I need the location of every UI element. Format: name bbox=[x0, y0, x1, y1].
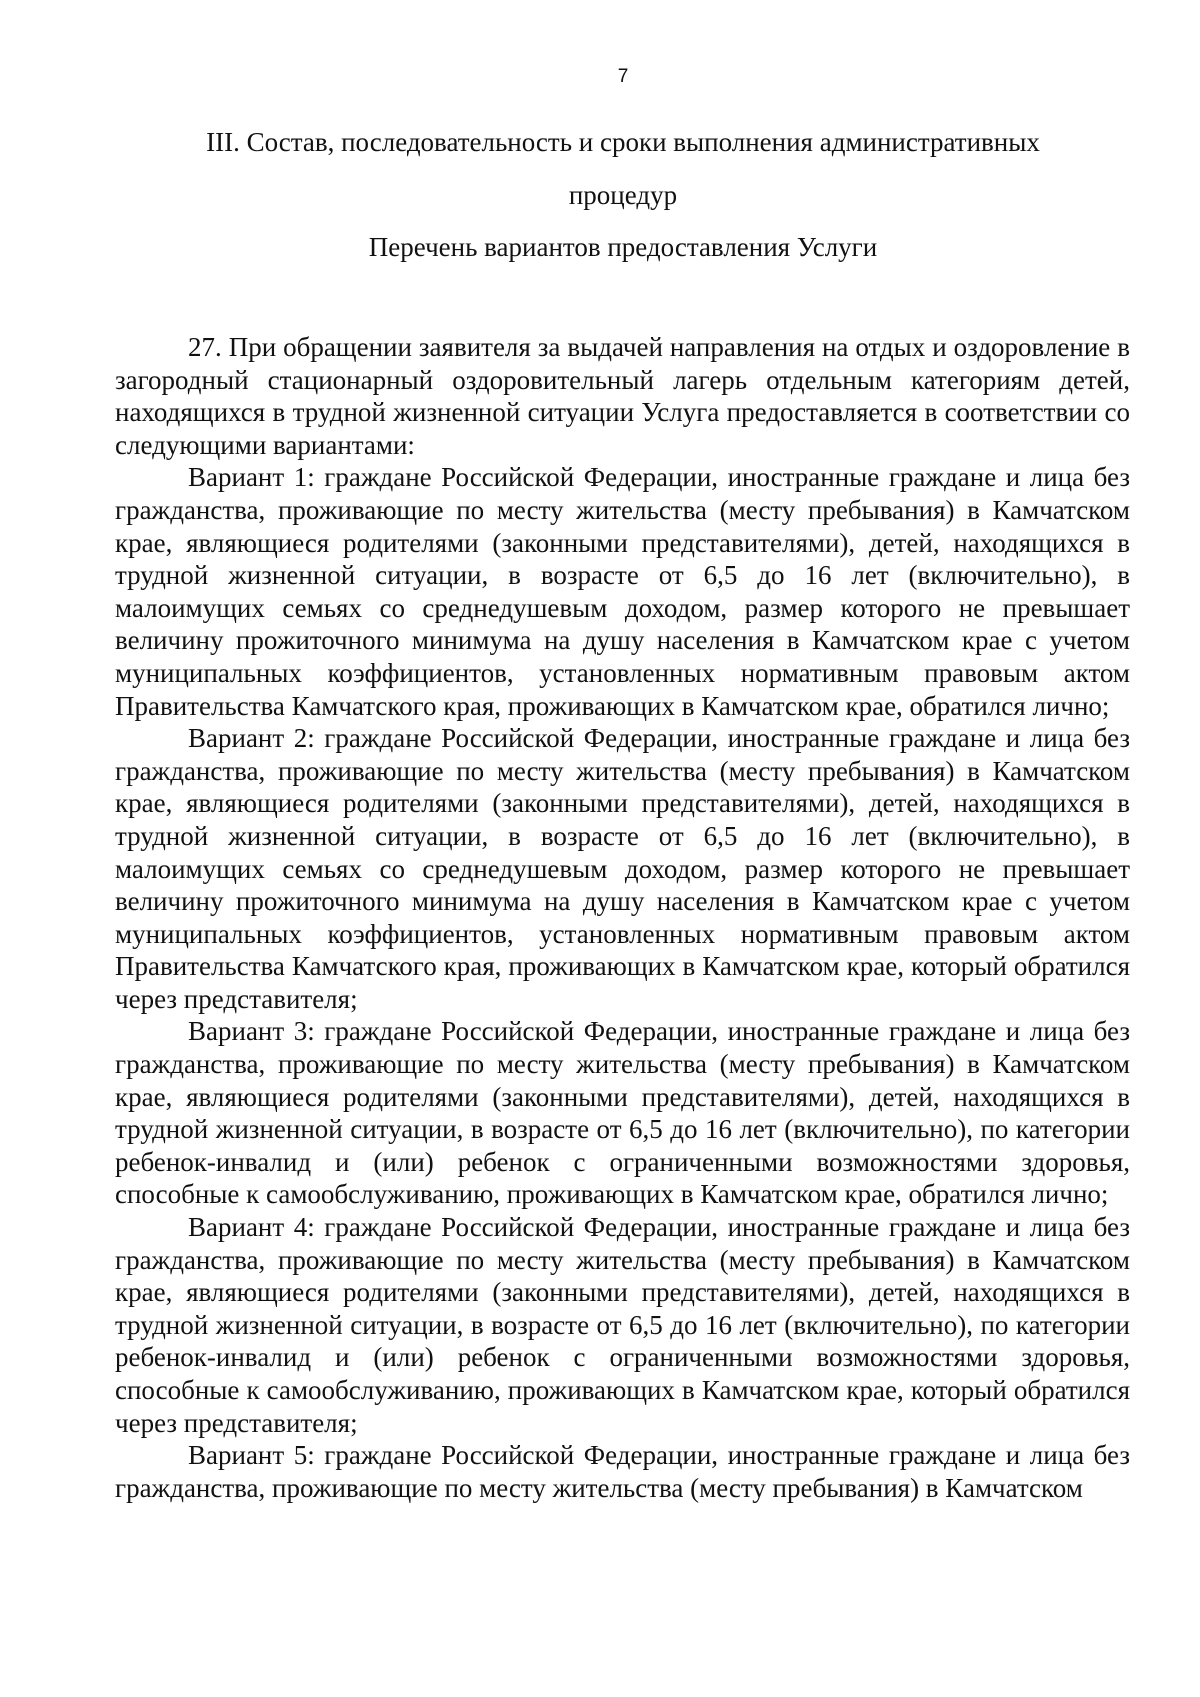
variant-2-paragraph: Вариант 2: граждане Российской Федерации, иностранные граждане и лица без гражданства, проживающие по месту жительства (месту пребывания) в Камчатском крае, являющиеся родителями (законными представителями), детей, находящихся в трудной жизненной ситуации, в возрасте от 6,5 до 16 лет (включительно), в малоимущих семьях со среднедушевым доходом, размер которого не превышает величину прожиточного минимума на душу населения в Камчатском крае с учетом муниципальных коэффициентов, установленных нормативным правовым актом Правительства Камчатского края, проживающих в Камчатском крае, который обратился через представителя; bbox=[115, 723, 1130, 1014]
variant-1-paragraph: Вариант 1: граждане Российской Федерации, иностранные граждане и лица без гражданства, проживающие по месту жительства (месту пребывания) в Камчатском крае, являющиеся родителями (законными представителями), детей, находящихся в трудной жизненной ситуации, в возрасте от 6,5 до 16 лет (включительно), в малоимущих семьях со среднедушевым доходом, размер которого не превышает величину прожиточного минимума на душу населения в Камчатском крае с учетом муниципальных коэффициентов, установленных нормативным правовым актом Правительства Камчатского края, проживающих в Камчатском крае, обратился лично; bbox=[115, 462, 1130, 721]
section-heading: III. Состав, последовательность и сроки выполнения административных bbox=[206, 127, 1040, 157]
subsection-heading: Перечень вариантов предоставления Услуги bbox=[368, 232, 878, 262]
variant-5-paragraph: Вариант 5: граждане Российской Федерации, иностранные граждане и лица без гражданства, проживающие по месту жительства (месту пребывания) в Камчатском bbox=[115, 1440, 1130, 1503]
document-body bbox=[115, 331, 1130, 1504]
variant-3-paragraph: Вариант 3: граждане Российской Федерации, иностранные граждане и лица без гражданства, проживающие по месту жительства (месту пребывания) в Камчатском крае, являющиеся родителями (законными представителями), детей, находящихся в трудной жизненной ситуации, в возрасте от 6,5 до 16 лет (включительно), по категории ребенок-инвалид и (или) ребенок с ограниченными возможностями здоровья, способные к самообслуживанию, проживающих в Камчатском крае, обратился лично; bbox=[115, 1016, 1130, 1210]
page-number: 7 bbox=[617, 66, 629, 87]
variant-4-paragraph: Вариант 4: граждане Российской Федерации, иностранные граждане и лица без гражданства, проживающие по месту жительства (месту пребывания) в Камчатском крае, являющиеся родителями (законными представителями), детей, находящихся в трудной жизненной ситуации, в возрасте от 6,5 до 16 лет (включительно), по категории ребенок-инвалид и (или) ребенок с ограниченными возможностями здоровья, способные к самообслуживанию, проживающих в Камчатском крае, который обратился через представителя; bbox=[115, 1212, 1130, 1438]
section-heading-continuation: процедур bbox=[568, 180, 678, 210]
paragraph-27: 27. При обращении заявителя за выдачей направления на отдых и оздоровление в загородный стационарный оздоровительный лагерь отдельным категориям детей, находящихся в трудной жизненной ситуации Услуга предоставляется в соответствии со следующими вариантами: bbox=[115, 332, 1130, 460]
